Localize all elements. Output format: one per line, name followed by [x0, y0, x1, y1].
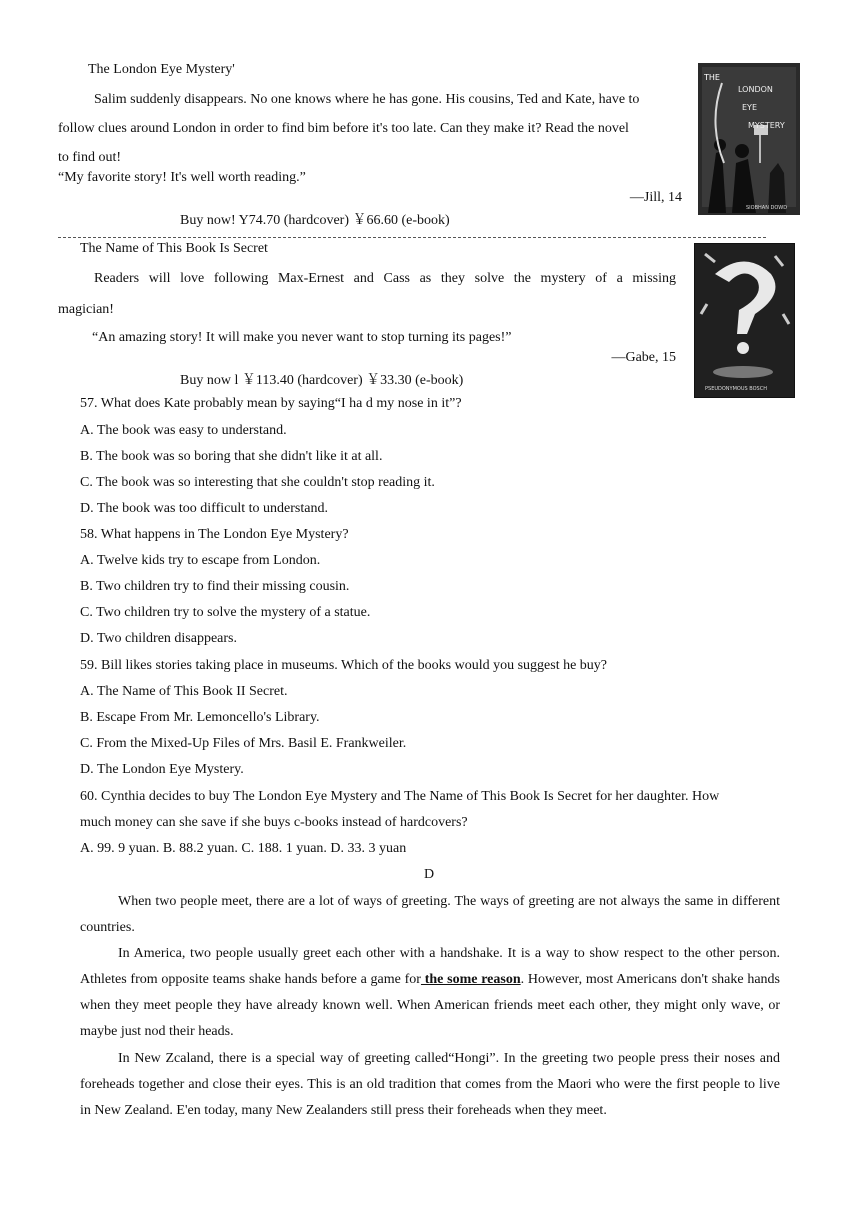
book2-cover-author: PSEUDONYMOUS BOSCH [705, 386, 767, 392]
passage-p2-text-a: In America, two people usually greet each other with a handshake. It is a way to show respect to the other person. Athletes from opposite teams shake hands before a game for [80, 946, 780, 987]
book2-price: Buy now l ￥113.40 (hardcover) ￥33.30 (e-book) [180, 373, 464, 388]
book1-cover-london: LONDON [738, 85, 773, 94]
q58-option-d: D. Two children disappears. [80, 631, 238, 646]
passage-paragraph-2 [80, 941, 780, 1045]
book1-cover-image [698, 63, 800, 215]
book2-quote: “An amazing story! It will make you never want to stop turning its pages!” [92, 330, 512, 345]
book1-quote: “My favorite story! It's well worth reading.” [58, 170, 306, 185]
book1-cover-author: SIOBHAN DOWD [746, 205, 788, 211]
q59-option-d: D. The London Eye Mystery. [80, 762, 244, 777]
passage-p2-text-b: . However, most Americans don't shake hands when they meet people they have already known well. When American friends meet each other, they might only wave, or maybe just nod their heads. [80, 972, 780, 1039]
book1-desc-line2: follow clues around London in order to find bim before it's too late. Can they make it? Read the novel [58, 121, 629, 136]
book1-cover-mystery: MYSTERY [748, 121, 785, 130]
q57-option-a: A. The book was easy to understand. [80, 423, 287, 438]
q58-option-a: A. Twelve kids try to escape from London. [80, 553, 321, 568]
q59-option-a: A. The Name of This Book II Secret. [80, 684, 288, 699]
book1-desc-line3: to find out! [58, 150, 121, 165]
book1-desc-line1: Salim suddenly disappears. No one knows where he has gone. His cousins, Ted and Kate, have to [94, 92, 640, 107]
q59-option-c: C. From the Mixed-Up Files of Mrs. Basil E. Frankweiler. [80, 736, 407, 751]
book2-desc-line1: Readers will love following Max-Ernest and Cass as they solve the mystery of a missing [94, 271, 676, 286]
question-60-line2: much money can she save if she buys c-books instead of hardcovers? [80, 815, 468, 830]
book2-desc-line2: magician! [58, 302, 114, 317]
book1-price: Buy now! Y74.70 (hardcover) ￥66.60 (e-book) [180, 213, 450, 228]
passage-p2-underlined: the some reason [420, 972, 521, 987]
book1-reviewer: —Jill, 14 [629, 190, 682, 205]
q60-options: A. 99. 9 yuan. B. 88.2 yuan. C. 188. 1 yuan. D. 33. 3 yuan [80, 841, 407, 856]
book2-cover-image [694, 243, 795, 398]
passage-p1-text: When two people meet, there are a lot of ways of greeting. The ways of greeting are not always the same in different countries. [80, 894, 780, 935]
section-heading: D [424, 867, 435, 882]
q57-option-b: B. The book was so boring that she didn't like it at all. [80, 449, 383, 464]
question-58: 58. What happens in The London Eye Mystery? [80, 527, 349, 542]
book1-cover-the: THE [704, 73, 720, 82]
q58-option-c: C. Two children try to solve the mystery of a statue. [80, 605, 371, 620]
question-59: 59. Bill likes stories taking place in museums. Which of the books would you suggest he buy? [80, 658, 608, 673]
passage-p3-text: In New Zcaland, there is a special way of greeting called“Hongi”. In the greeting two people press their noses and foreheads together and close their eyes. This is an old tradition that comes from the Maori who were the first people to live in New Zealand. E'en today, many New Zealanders still press their foreheads when they meet. [80, 1051, 780, 1118]
book1-cover-eye: EYE [742, 103, 757, 112]
q57-option-d: D. The book was too difficult to understand. [80, 501, 328, 516]
passage-paragraph-1 [80, 889, 780, 941]
book2-title: The Name of This Book Is Secret [80, 241, 268, 256]
passage-paragraph-3 [80, 1046, 780, 1124]
question-60-line1: 60. Cynthia decides to buy The London Eye Mystery and The Name of This Book Is Secret for her daughter. How [80, 789, 720, 804]
q57-option-c: C. The book was so interesting that she couldn't stop reading it. [80, 475, 435, 490]
book2-reviewer: —Gabe, 15 [611, 350, 676, 365]
q58-option-b: B. Two children try to find their missing cousin. [80, 579, 350, 594]
section-divider [58, 237, 766, 238]
question-57: 57. What does Kate probably mean by saying“I ha d my nose in it”? [80, 396, 462, 411]
book1-title: The London Eye Mystery' [88, 62, 235, 77]
q59-option-b: B. Escape From Mr. Lemoncello's Library. [80, 710, 320, 725]
